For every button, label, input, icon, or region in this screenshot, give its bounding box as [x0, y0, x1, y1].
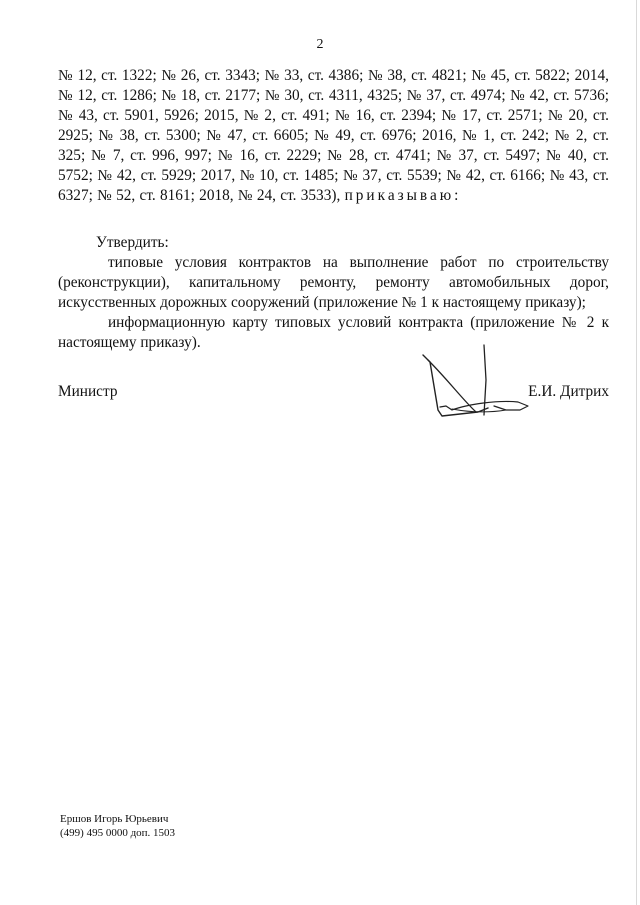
approve-item-2: информационную карту типовых условий контракта (приложение № 2 к настоящему приказу).: [58, 314, 609, 351]
signer-name: Е.И. Дитрих: [528, 383, 609, 400]
legal-references-text: № 12, ст. 1322; № 26, ст. 3343; № 33, ст. 4386; № 38, ст. 4821; № 45, ст. 5822; 2014, № 12, ст. 1286; № 18, ст. 2177; № 30, ст. 4311, 4325; № 37, ст. 4974; № 42, ст. 5736; № 43, ст. 5901, 5926; 2015, № 2, ст. 491; № 16, ст. 2394; № 17, ст. 2571; № 20, ст. 2925; № 38, ст. 5300; № 47, ст. 6605; № 49, ст. 6976; 2016, № 1, ст. 242; № 2, ст. 325; № 7, ст. 996, 997; № 16, ст. 2229; № 28, ст. 4741; № 37, ст. 5497; № 40, ст. 5752; № 42, ст. 5929; 2017, № 10, ст. 1485; № 37, ст. 5539; № 42, ст. 6166; № 43, ст. 6327; № 52, ст. 8161; 2018, № 24, ст. 3533),: [58, 67, 609, 204]
intro-paragraph: [58, 66, 609, 206]
page-number: 2: [316, 37, 324, 52]
order-word: приказываю:: [344, 187, 462, 204]
executor-phone: (499) 495 0000 доп. 1503: [60, 827, 176, 839]
approve-block: [58, 233, 609, 353]
signer-position: Министр: [58, 383, 118, 400]
approve-item-1: типовые условия контрактов на выполнение работ по строительству (реконструкции), капитальному ремонту, ремонту автомобильных дорог, искусственных дорожных сооружений (приложение № 1 к настоящему приказу);: [58, 254, 609, 311]
executor-name: Ершов Игорь Юрьевич: [60, 813, 169, 825]
executor-info: [60, 812, 175, 840]
page-edge-line: [636, 0, 637, 905]
handwritten-signature: [418, 340, 538, 425]
approve-label: Утвердить:: [96, 234, 169, 251]
